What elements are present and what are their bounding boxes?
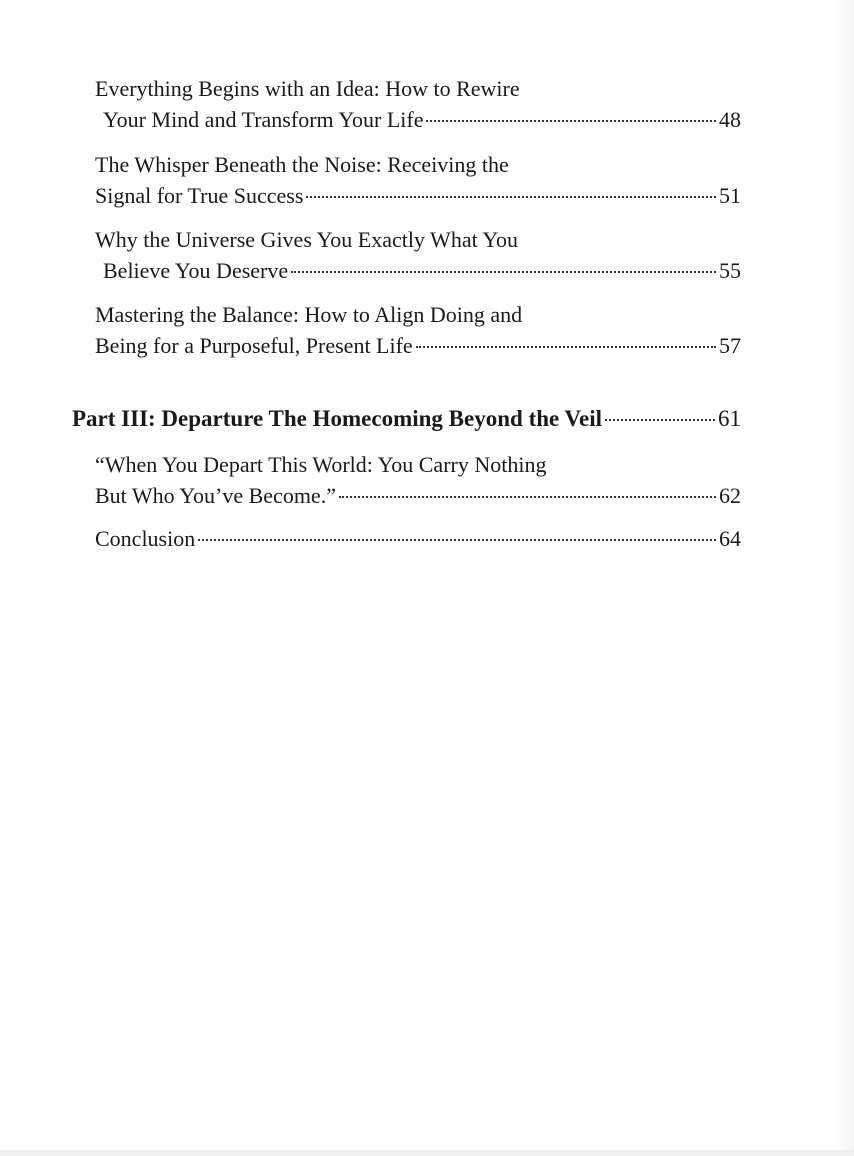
page-edge-shadow bbox=[836, 0, 854, 1156]
toc-entry-title-line: Signal for True Success bbox=[95, 183, 304, 208]
toc-entry-title-line: The Whisper Beneath the Noise: Receiving the bbox=[95, 152, 509, 177]
dot-leader bbox=[306, 196, 716, 198]
toc-page-number: 61 bbox=[718, 406, 741, 431]
dot-leader bbox=[291, 271, 716, 273]
toc-entry bbox=[95, 149, 741, 211]
dot-leader bbox=[198, 539, 716, 541]
part-title: Part III: Departure The Homecoming Beyond the Veil bbox=[72, 406, 603, 431]
toc-entry-title-line: But Who You’ve Become.” bbox=[95, 483, 336, 508]
dot-leader bbox=[339, 496, 716, 498]
toc-entry-title-line: Conclusion bbox=[95, 526, 196, 551]
toc-page-number: 64 bbox=[719, 526, 741, 551]
toc-entry-title-line: Your Mind and Transform Your Life bbox=[103, 107, 424, 132]
toc-entry bbox=[95, 73, 741, 135]
toc-page-number: 57 bbox=[719, 333, 741, 358]
toc-page-number: 62 bbox=[719, 483, 741, 508]
toc-page-number: 48 bbox=[719, 107, 741, 132]
dot-leader bbox=[426, 120, 716, 122]
toc-entry bbox=[95, 523, 741, 554]
toc-entry-title-line: “When You Depart This World: You Carry Nothing bbox=[95, 452, 547, 477]
toc-entry-title-line: Being for a Purposeful, Present Life bbox=[95, 333, 413, 358]
toc-entry bbox=[95, 224, 741, 286]
page-bottom-edge bbox=[0, 1150, 854, 1156]
toc-entry-title-line: Why the Universe Gives You Exactly What You bbox=[95, 227, 519, 252]
toc-page-number: 51 bbox=[719, 183, 741, 208]
toc-entry bbox=[95, 299, 741, 361]
toc-entry bbox=[95, 449, 741, 511]
toc-entry-title-line: Mastering the Balance: How to Align Doing and bbox=[95, 302, 523, 327]
toc-entry-title-line: Everything Begins with an Idea: How to Rewire bbox=[95, 76, 520, 101]
dot-leader bbox=[416, 346, 716, 348]
toc-part-heading bbox=[72, 403, 741, 434]
dot-leader bbox=[605, 419, 715, 421]
toc-page-number: 55 bbox=[719, 258, 741, 283]
toc-entry-title-line: Believe You Deserve bbox=[103, 258, 289, 283]
